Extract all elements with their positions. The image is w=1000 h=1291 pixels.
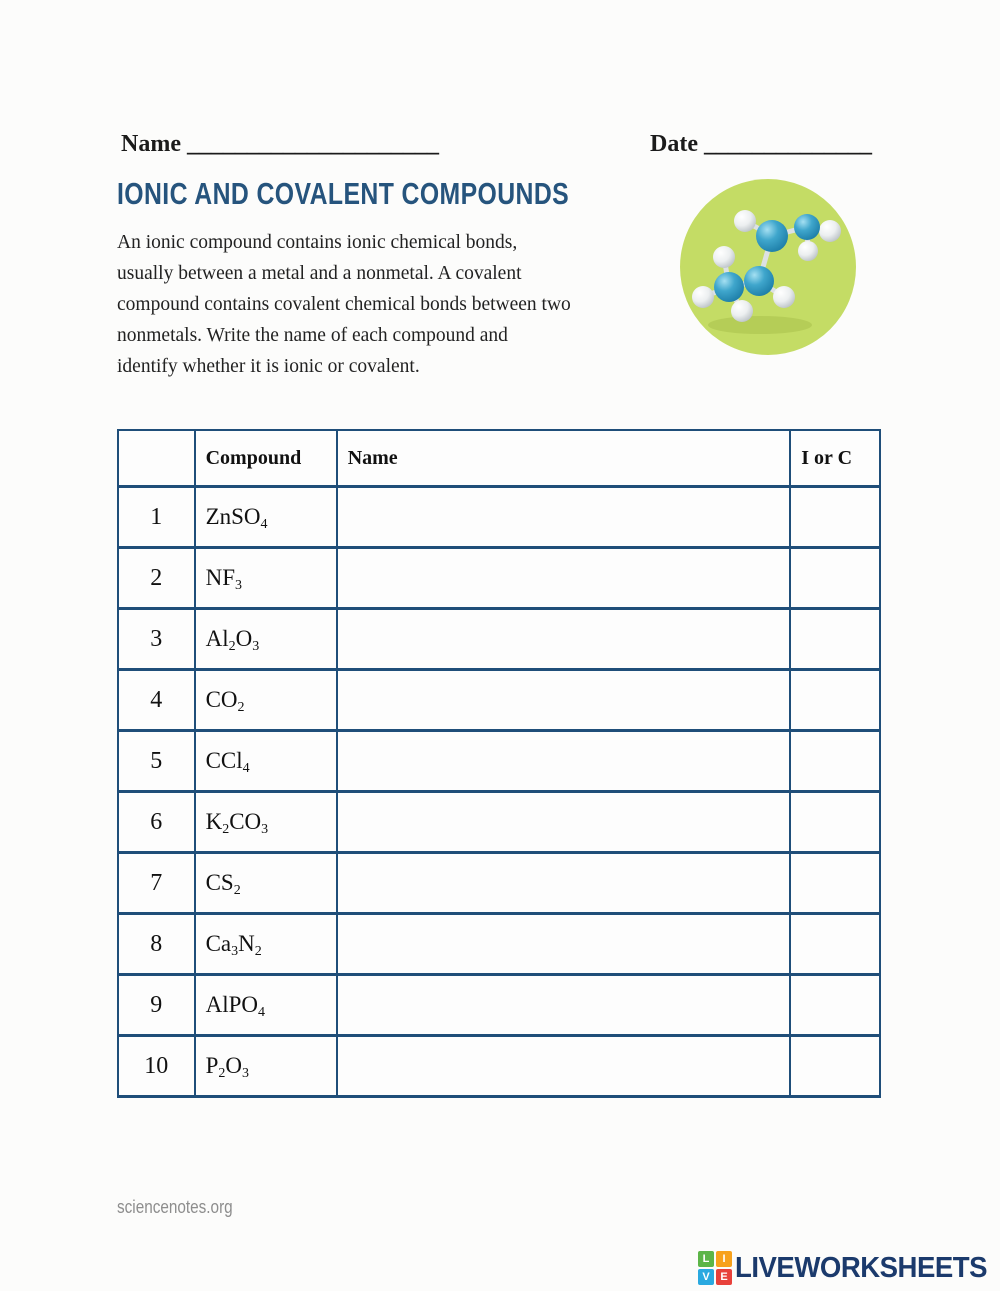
liveworksheets-wordmark: LIVEWORKSHEETS	[735, 1251, 988, 1284]
name-answer-cell[interactable]	[337, 670, 791, 731]
intro-line: usually between a metal and a nonmetal. A covalent	[117, 263, 522, 284]
compound-formula: $CO_2$	[195, 670, 337, 731]
source-url: sciencenotes.org	[117, 1197, 233, 1217]
ioc-answer-cell[interactable]	[790, 487, 880, 548]
logo-tile-v: V	[698, 1269, 714, 1285]
compound-table-body	[118, 487, 880, 1097]
date-field	[650, 131, 872, 158]
name-date-row	[0, 131, 1000, 167]
row-number: 6	[118, 792, 195, 853]
name-answer-cell[interactable]	[337, 1036, 791, 1097]
table-row	[118, 548, 880, 609]
name-answer-cell[interactable]	[337, 487, 791, 548]
compound-formula: AlPO$_4$	[195, 975, 337, 1036]
liveworksheets-logo	[698, 1251, 1000, 1285]
table-header-row	[118, 430, 880, 487]
name-label: Name	[121, 131, 187, 157]
ioc-answer-cell[interactable]	[790, 792, 880, 853]
date-label: Date	[650, 131, 704, 157]
name-answer-cell[interactable]	[337, 548, 791, 609]
compound-formula: ZnSO$_4$	[195, 487, 337, 548]
ioc-answer-cell[interactable]	[790, 609, 880, 670]
name-answer-cell[interactable]	[337, 914, 791, 975]
name-answer-cell[interactable]	[337, 792, 791, 853]
row-number: 8	[118, 914, 195, 975]
ioc-answer-cell[interactable]	[790, 548, 880, 609]
ioc-answer-cell[interactable]	[790, 1036, 880, 1097]
table-row	[118, 670, 880, 731]
row-number: 7	[118, 853, 195, 914]
molecule-icon	[680, 179, 856, 355]
row-number: 2	[118, 548, 195, 609]
intro-line: compound contains covalent chemical bonds between two	[117, 294, 571, 315]
liveworksheets-logo-icon	[698, 1251, 732, 1285]
table-row	[118, 914, 880, 975]
row-number: 9	[118, 975, 195, 1036]
compound-formula: $P_2O_3$	[195, 1036, 337, 1097]
row-number: 5	[118, 731, 195, 792]
compound-formula: $NF_3$	[195, 548, 337, 609]
ioc-answer-cell[interactable]	[790, 914, 880, 975]
header-ioc: I or C	[790, 430, 880, 487]
logo-tile-l: L	[698, 1251, 714, 1267]
header-compound: Compound	[195, 430, 337, 487]
intro-line: identify whether it is ionic or covalent.	[117, 356, 420, 377]
row-number: 4	[118, 670, 195, 731]
header-number	[118, 430, 195, 487]
intro-line: An ionic compound contains ionic chemical bonds,	[117, 232, 518, 253]
page-title: IONIC AND COVALENT COMPOUNDS	[117, 176, 570, 211]
name-field	[121, 131, 439, 158]
ioc-answer-cell[interactable]	[790, 670, 880, 731]
compound-formula: $CS_2$	[195, 853, 337, 914]
ioc-answer-cell[interactable]	[790, 731, 880, 792]
table-row	[118, 1036, 880, 1097]
date-blank-line[interactable]: ______________	[703, 131, 872, 157]
table-row	[118, 792, 880, 853]
row-number: 10	[118, 1036, 195, 1097]
name-answer-cell[interactable]	[337, 975, 791, 1036]
logo-tile-i: I	[716, 1251, 732, 1267]
name-answer-cell[interactable]	[337, 609, 791, 670]
name-answer-cell[interactable]	[337, 853, 791, 914]
compounds-table	[117, 429, 881, 1098]
compound-formula: $K_2CO_3$	[195, 792, 337, 853]
row-number: 1	[118, 487, 195, 548]
name-blank-line[interactable]: _____________________	[186, 131, 439, 157]
table-row	[118, 609, 880, 670]
molecule-image	[680, 179, 856, 355]
table-row	[118, 975, 880, 1036]
logo-tile-e: E	[716, 1269, 732, 1285]
table-row	[118, 853, 880, 914]
compound-formula: $Al_2O_3$	[195, 609, 337, 670]
ioc-answer-cell[interactable]	[790, 853, 880, 914]
header-name: Name	[337, 430, 791, 487]
ioc-answer-cell[interactable]	[790, 975, 880, 1036]
row-number: 3	[118, 609, 195, 670]
compound-formula: CCl$_4$	[195, 731, 337, 792]
intro-line: nonmetals. Write the name of each compound and	[117, 325, 508, 346]
compound-formula: $Ca_3N_2$	[195, 914, 337, 975]
name-answer-cell[interactable]	[337, 731, 791, 792]
table-row	[118, 487, 880, 548]
table-row	[118, 731, 880, 792]
intro-paragraph	[117, 227, 697, 382]
